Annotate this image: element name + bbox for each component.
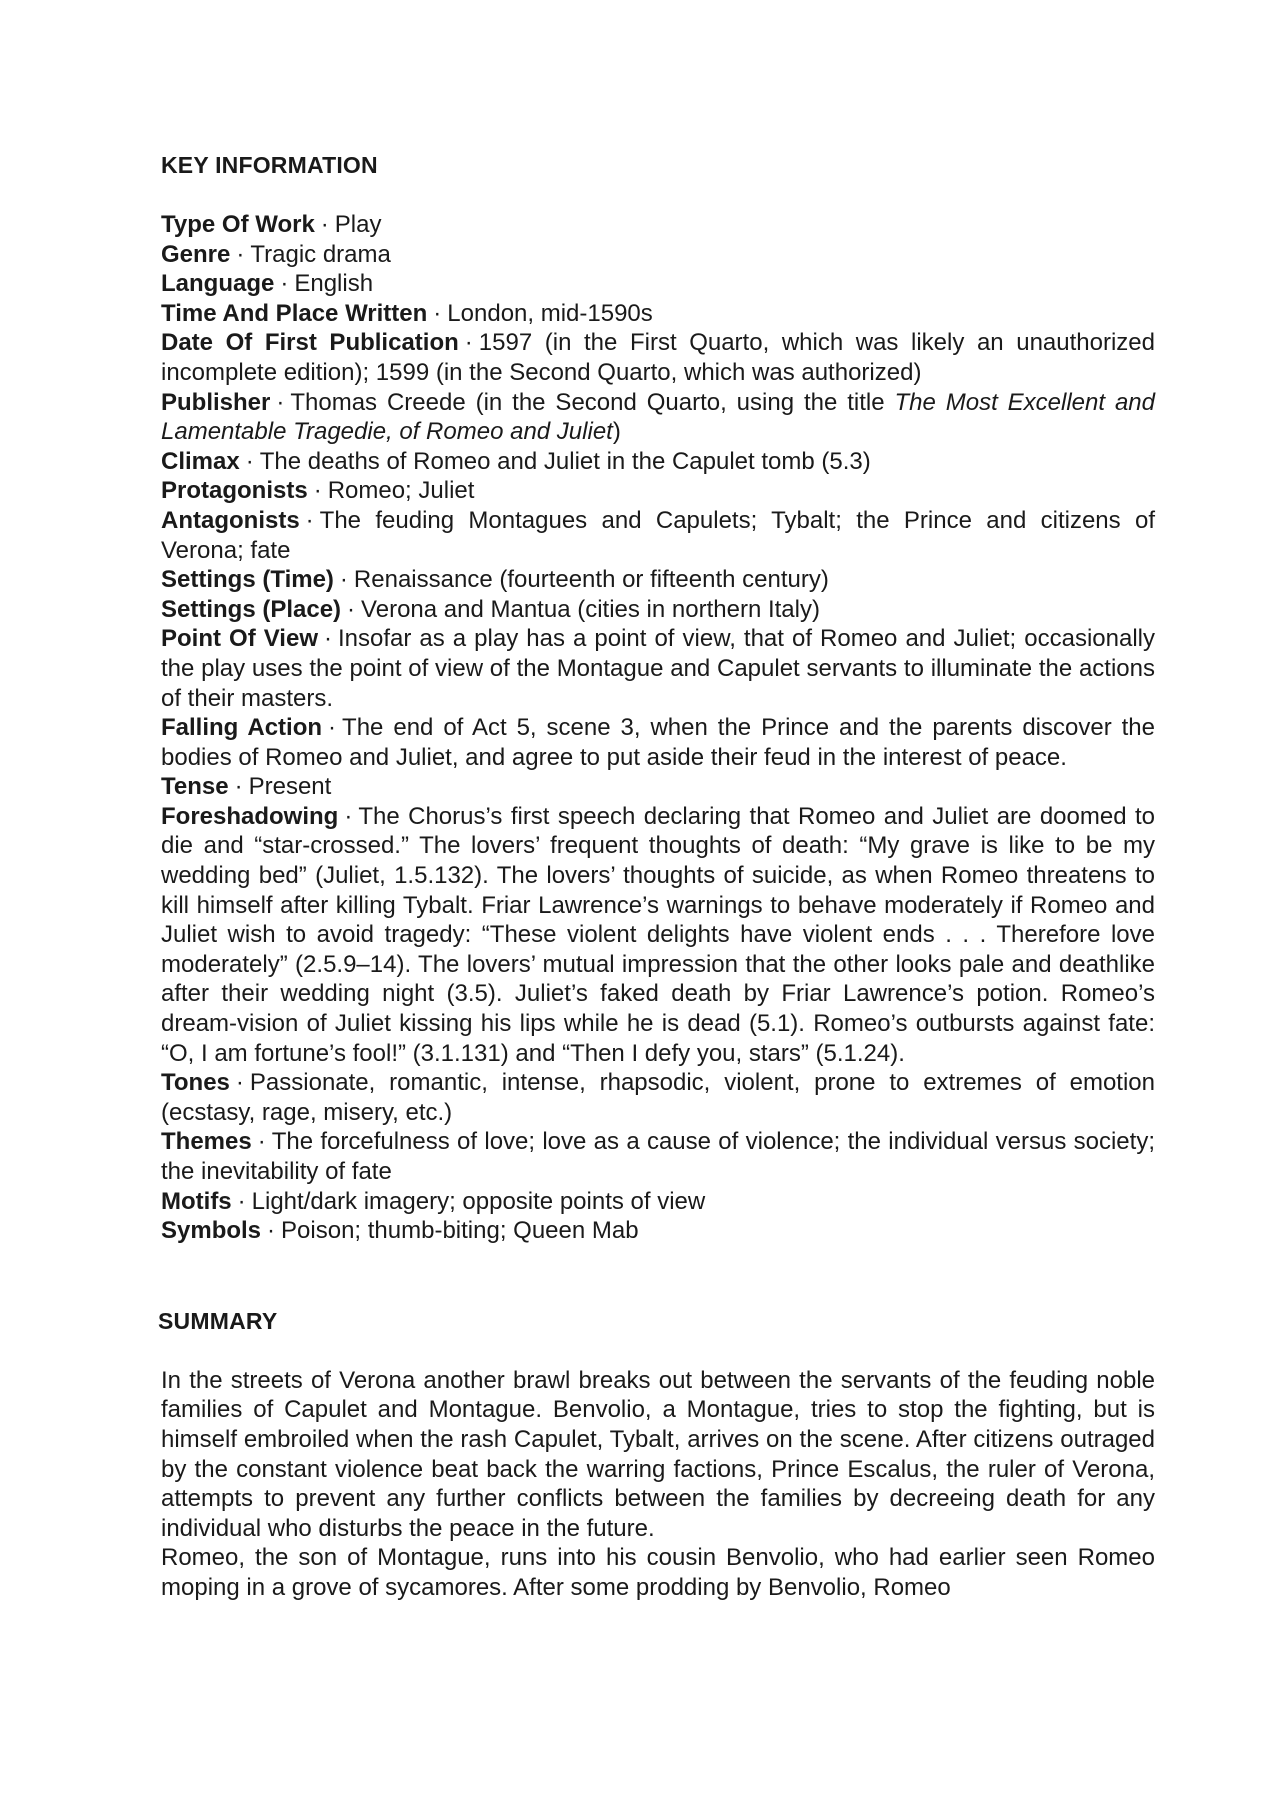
info-entry-antagonists [161,506,1155,565]
entry-value: Verona and Mantua (cities in northern Italy) [361,595,820,623]
entry-label: Protagonists [161,477,308,505]
entry-label: Climax [161,447,240,475]
info-entry-language [161,269,1155,299]
entry-separator: · [235,1069,244,1097]
entry-label: Symbols [161,1217,262,1245]
entry-separator: · [257,1128,266,1156]
info-entry-tense [161,772,1155,802]
entry-value: Play [334,211,382,238]
entry-label: Genre [161,240,231,268]
info-entry-time-and-place-written [161,299,1155,329]
entry-separator: · [305,506,314,534]
entry-value: Tragic drama [250,240,391,268]
entry-label: Tones [161,1069,230,1097]
entry-label: Language [161,270,275,298]
entry-value: The Chorus’s first speech declaring that Romeo and Juliet are doomed to die and “star-crossed.” The lovers’ frequent thoughts of death: “My grave is like to be my wedding bed” (Juliet, 1.5.132). The lovers’ thoughts of suicide, as when Romeo threatens to kill himself after killing Tybalt. Friar Lawrence’s warnings to behave moderately if Romeo and Juliet wish to avoid tragedy: “These violent delights have violent ends . . . Therefore love moderately” (2.5.9–14). The lovers’ mutual impression that the other looks pale and deathlike after their wedding night (3.5). Juliet’s faked death by Friar Lawrence’s potion. Romeo’s dream-vision of Juliet kissing his lips while he is dead (5.1). Romeo’s outbursts against fate: “O, I am fortune’s fool!” (3.1.131) and “Then I defy you, stars” (5.1.24). [161,802,1155,1067]
entry-separator: · [464,329,473,357]
entry-separator: · [328,714,337,742]
info-entry-publisher [161,388,1155,447]
info-entry-point-of-view [161,624,1155,713]
info-entry-protagonists [161,476,1155,506]
info-entry-date-of-first-publication [161,328,1155,387]
entry-value: Passionate, romantic, intense, rhapsodic, violent, prone to extremes of emotion (ecstasy, rage, misery, etc.) [161,1069,1155,1126]
info-entry-tones [161,1068,1155,1127]
entry-label: Tense [161,773,229,801]
entry-label: Falling Action [161,714,323,742]
entry-label: Foreshadowing [161,802,339,830]
info-entry-motifs [161,1187,1155,1217]
entry-label: Time And Place Written [161,299,428,327]
info-entry-themes [161,1127,1155,1186]
entry-separator: · [344,802,353,830]
entry-value: Poison; thumb-biting; Queen Mab [281,1217,639,1245]
summary-body [161,1366,1155,1603]
entry-label: Motifs [161,1187,232,1215]
entry-label: Publisher [161,388,271,416]
entry-label: Point Of View [161,625,318,653]
entry-label: Settings (Place) [161,595,342,623]
entry-value: 1597 (in the First Quarto, which was likely an unauthorized incomplete edition); 1599 (in the Second Quarto, which was authorized) [161,329,1155,386]
entry-value: Thomas Creede (in the Second Quarto, using the title [290,388,895,416]
entry-separator: · [320,211,329,238]
entry-separator: · [245,447,254,475]
summary-paragraph: In the streets of Verona another brawl breaks out between the servants of the feuding noble families of Capulet and Montague. Benvolio, a Montague, tries to stop the fighting, but is himself embroiled when the rash Capulet, Tybalt, arrives on the scene. After citizens outraged by the constant violence beat back the warring factions, Prince Escalus, the ruler of Verona, attempts to prevent any further conflicts between the families by decreeing death for any individual who disturbs the peace in the future. [161,1366,1155,1542]
summary-paragraph: Romeo, the son of Montague, runs into his cousin Benvolio, who had earlier seen Romeo moping in a grove of sycamores. After some prodding by Benvolio, Romeo [161,1544,1155,1601]
entry-separator: · [339,566,348,594]
entry-label: Date Of First Publication [161,329,459,357]
entry-value: Renaissance (fourteenth or fifteenth century) [353,566,829,594]
info-entry-settings-place [161,595,1155,625]
entry-label: Antagonists [161,506,300,534]
entry-separator: · [276,388,285,416]
entry-value: The end of Act 5, scene 3, when the Prince and the parents discover the bodies of Romeo and Juliet, and agree to put aside their feud in the interest of peace. [161,714,1155,771]
entry-value: The feuding Montagues and Capulets; Tybalt; the Prince and citizens of Verona; fate [161,506,1155,564]
entry-value: The forcefulness of love; love as a cause of violence; the individual versus society; the inevitability of fate [161,1128,1155,1185]
key-information-list [161,210,1155,1246]
info-entry-type-of-work [161,210,1155,240]
document-page [158,150,1155,1603]
entry-separator: · [433,299,442,327]
entry-value-end: ) [612,418,621,446]
entry-separator: · [313,477,322,505]
entry-separator: · [234,773,243,801]
entry-value: The deaths of Romeo and Juliet in the Capulet tomb (5.3) [259,447,871,475]
entry-separator: · [280,270,289,298]
entry-label: Settings (Time) [161,566,334,594]
entry-separator: · [237,1187,246,1215]
entry-separator: · [347,595,356,623]
info-entry-foreshadowing [161,802,1155,1068]
info-entry-settings-time [161,565,1155,595]
info-entry-falling-action [161,713,1155,772]
entry-value: London, mid-1590s [447,299,653,327]
entry-label: Themes [161,1128,252,1156]
entry-value-italic-title: The Most Excellent and Lamentable Tragedie, of Romeo and Juliet [161,388,1155,446]
info-entry-climax [161,447,1155,477]
entry-value: English [294,270,374,298]
entry-value: Present [248,773,332,801]
info-entry-symbols [161,1216,1155,1246]
entry-value: Insofar as a play has a point of view, that of Romeo and Juliet; occasionally the play uses the point of view of the Montague and Capulet servants to illuminate the actions of their masters. [161,625,1155,712]
entry-label: Type Of Work [161,211,315,238]
key-information-heading: KEY INFORMATION [161,152,378,178]
entry-separator: · [324,625,332,653]
info-entry-genre [161,240,1155,270]
entry-value: Light/dark imagery; opposite points of view [251,1187,706,1215]
summary-heading: SUMMARY [158,1307,278,1334]
entry-value: Romeo; Juliet [327,477,475,505]
entry-separator: · [267,1217,276,1245]
entry-separator: · [236,240,245,268]
